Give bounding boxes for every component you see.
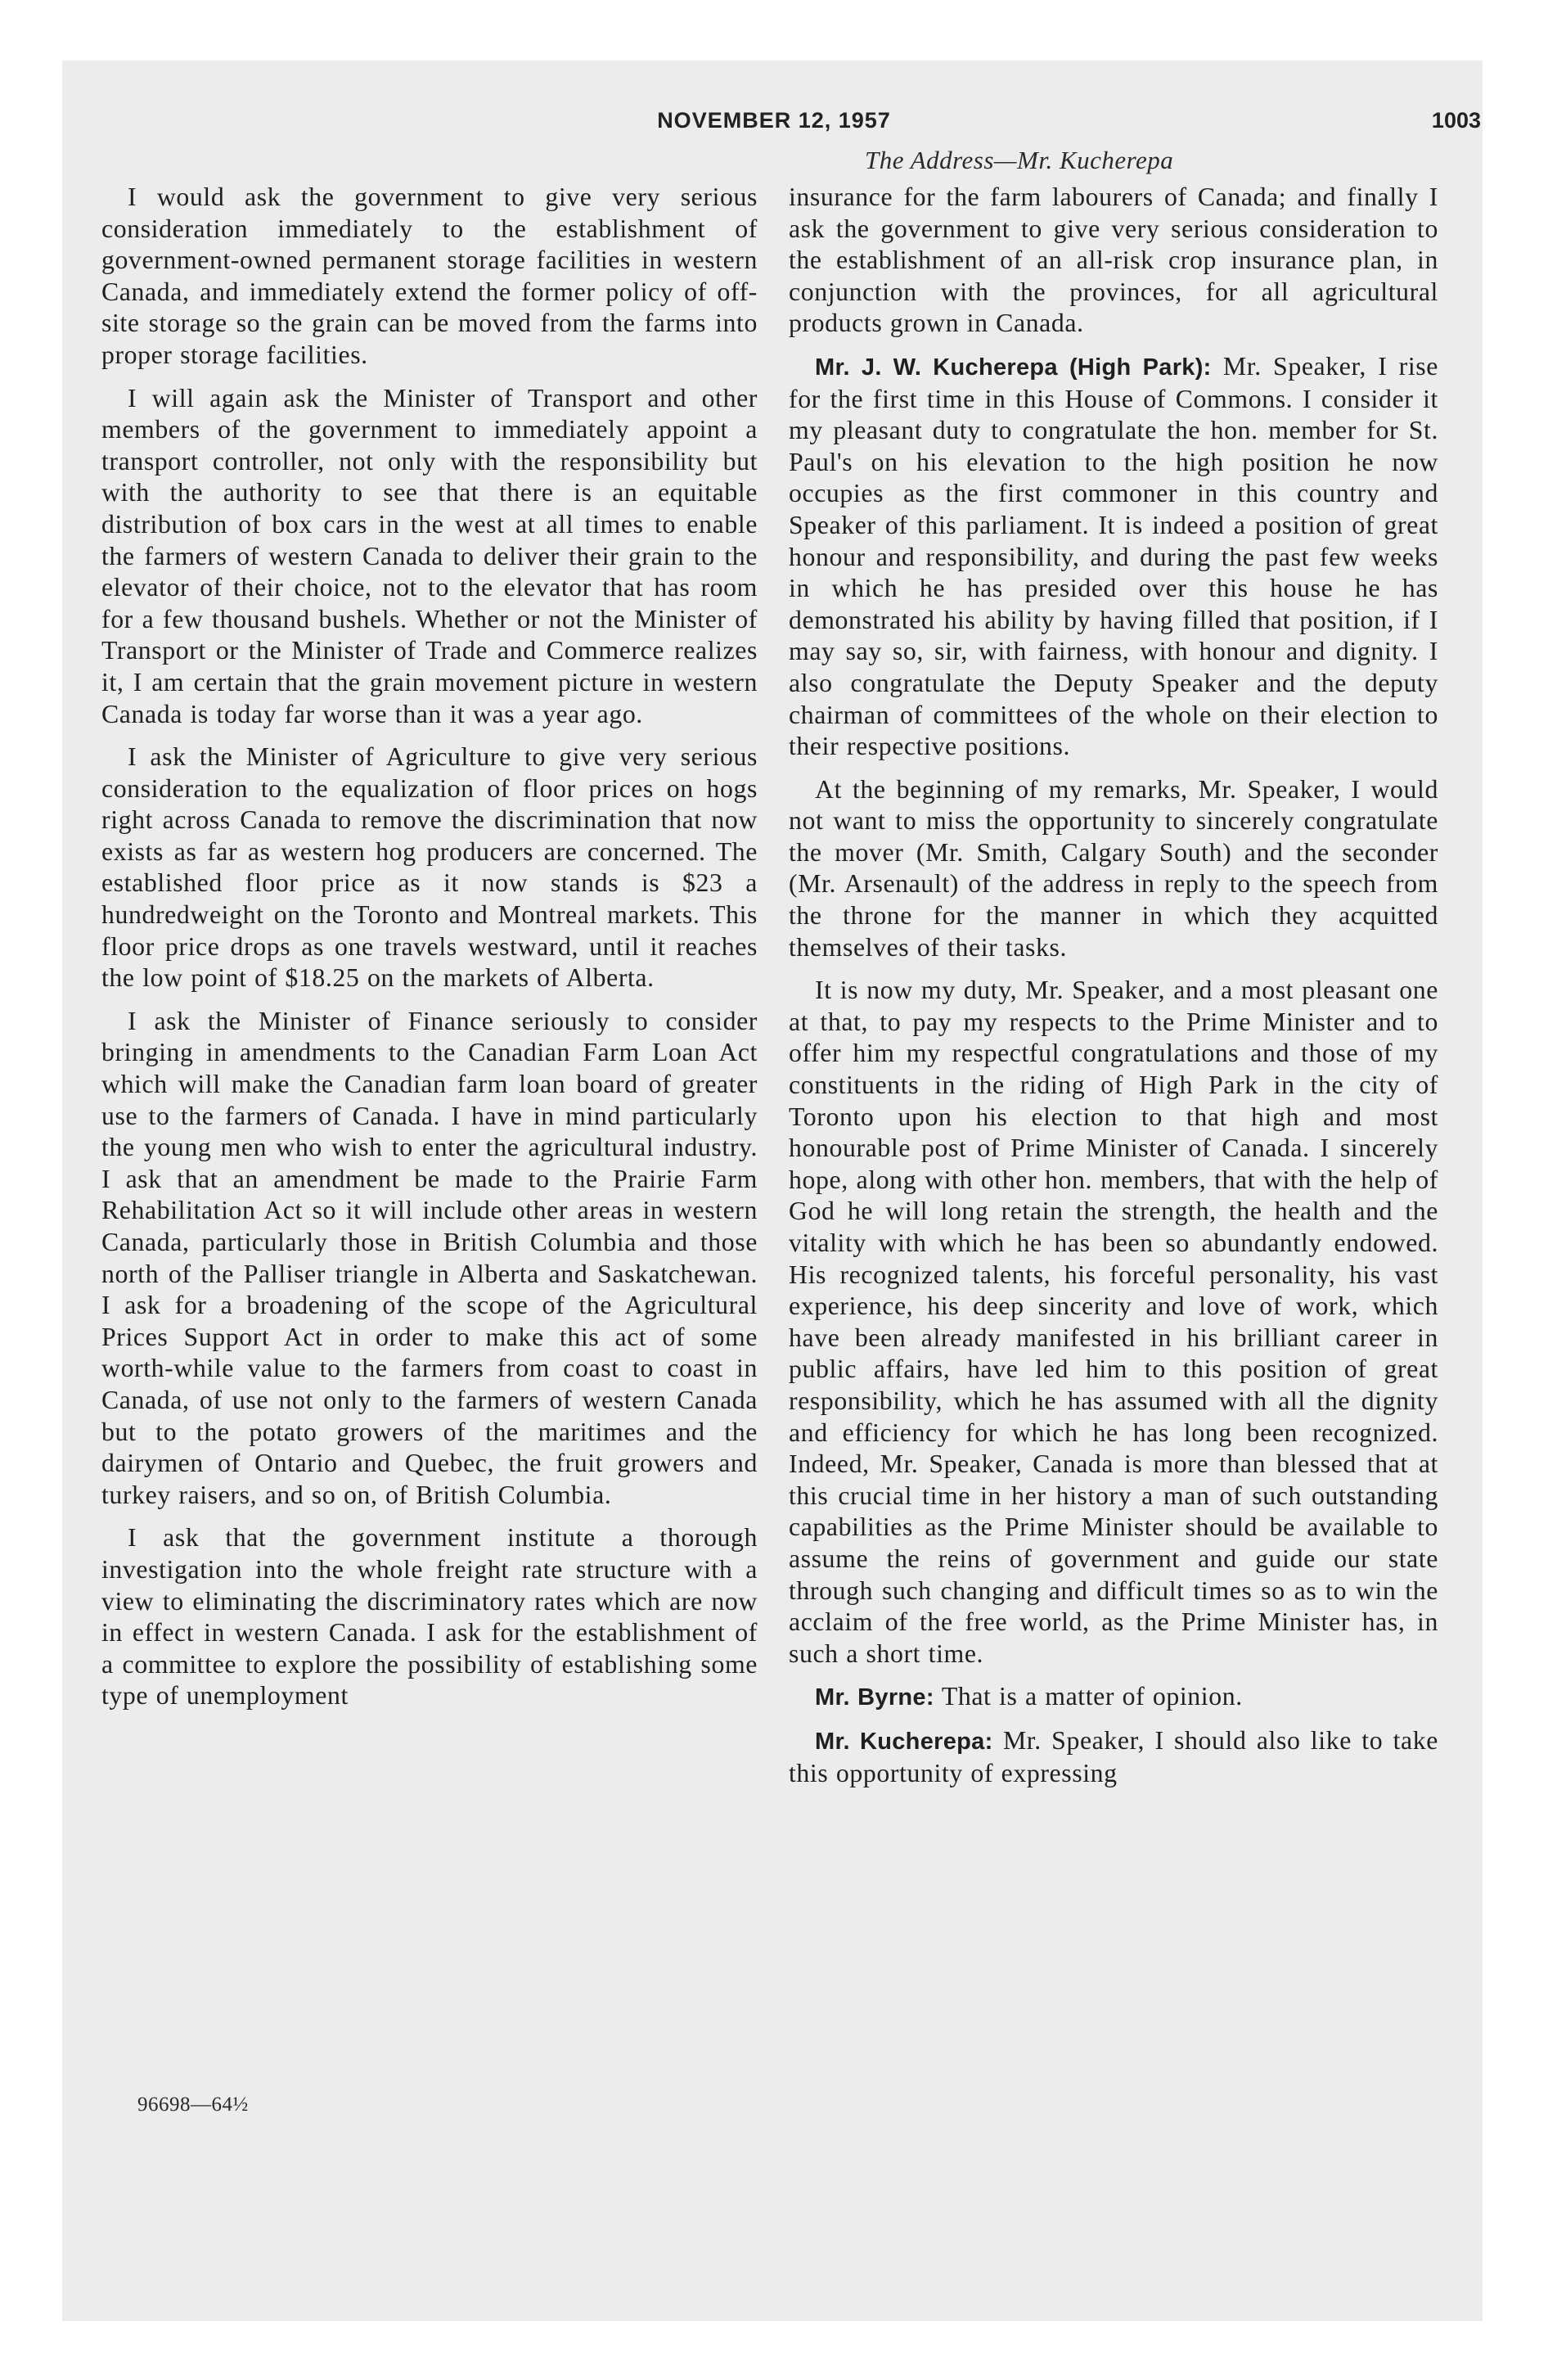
speech-paragraph bbox=[789, 1725, 1438, 1789]
speech-text: Mr. Speaker, I rise for the first time in this House of Commons. I consider it my pleasant duty to congratulate the hon. member for St. Paul's on his elevation to the high position he now occupies as the first commoner in this country and Speaker of this parliament. It is indeed a position of great honour and responsibility, and during the past few weeks in which he has presided over this house he has demonstrated his ability by having filled that position, if I may say so, sir, with fairness, with honour and dignity. I also congratulate the Deputy Speaker and the deputy chairman of committees of the whole on their election to their respective positions. bbox=[789, 351, 1438, 761]
speech-paragraph bbox=[789, 1681, 1438, 1714]
page-date: NOVEMBER 12, 1957 bbox=[657, 108, 891, 133]
speaker-name: Mr. Kucherepa: bbox=[815, 1728, 993, 1755]
paragraph: I would ask the government to give very serious consideration immediately to the establishment of government-owned permanent storage facilities in western Canada, and immediately extend the former policy of off-site storage so the grain can be moved from the farms into proper storage facilities. bbox=[101, 183, 758, 369]
left-column bbox=[101, 182, 758, 1724]
page-header bbox=[0, 108, 1548, 141]
speech-text: That is a matter of opinion. bbox=[941, 1682, 1243, 1711]
paragraph: I ask the Minister of Finance seriously to consider bringing in amendments to the Canadian Farm Loan Act which will make the Canadian farm loan board of greater use to the farmers of Canada. I have in mind particularly the young men who wish to enter the agricultural industry. I ask that an amendment be made to the Prairie Farm Rehabilitation Act so it will include other areas in western Canada, particularly those in British Columbia and those north of the Palliser triangle in Alberta and Saskatchewan. I ask for a broadening of the scope of the Agricultural Prices Support Act in order to make this act of some worth-while value to the farmers from coast to coast in Canada, of use not only to the farmers of western Canada but to the potato growers of the maritimes and the dairymen of Ontario and Quebec, the fruit growers and turkey raisers, and so on, of British Columbia. bbox=[101, 1006, 758, 1509]
speech-text: Mr. Speaker, I should also like to take this opportunity of expressing bbox=[789, 1725, 1438, 1787]
paragraph: It is now my duty, Mr. Speaker, and a most pleasant one at that, to pay my respects to the Prime Minister and to offer him my respectful congratulations and those of my constituents in the riding of High Park in the city of Toronto upon his election to that high and most honourable post of Prime Minister of Canada. I sincerely hope, along with other hon. members, that with the help of God he will long retain the strength, the health and the vitality with which he has been so abundantly endowed. His recognized talents, his forceful personality, his vast experience, his deep sincerity and love of work, which have been already manifested in his brilliant career in public affairs, have led him to this position of great responsibility, which he has assumed with all the dignity and efficiency for which he has long been recognized. Indeed, Mr. Speaker, Canada is more than blessed that at this crucial time in her history a man of such outstanding capabilities as the Prime Minister should be available to assume the reins of government and guide our state through such changing and difficult times so as to win the acclaim of the free world, as the Prime Minister has, in such a short time. bbox=[789, 976, 1438, 1668]
running-title: The Address—Mr. Kucherepa bbox=[865, 146, 1174, 174]
page-number: 1003 bbox=[1431, 108, 1481, 133]
speaker-name: Mr. Byrne: bbox=[815, 1684, 934, 1711]
paragraph: I ask the Minister of Agriculture to give very serious consideration to the equalization of floor prices on hogs right across Canada to remove the discrimination that now exists as far as western hog producers are concerned. The established floor price as it now stands is $23 a hundredweight on the Toronto and Montreal markets. This floor price drops as one travels westward, until it reaches the low point of $18.25 on the markets of Alberta. bbox=[101, 742, 758, 993]
footer-code: 96698—64½ bbox=[137, 2094, 249, 2116]
speech-paragraph bbox=[789, 351, 1438, 763]
right-column bbox=[789, 182, 1438, 1801]
paragraph: I will again ask the Minister of Transport and other members of the government to immediately appoint a transport controller, not only with the responsibility but with the authority to see that there is an equitable distribution of box cars in the west at all times to enable the farmers of western Canada to deliver their grain to the elevator of their choice, not to the elevator that has room for a few thousand bushels. Whether or not the Minister of Transport or the Minister of Trade and Commerce realizes it, I am certain that the grain movement picture in western Canada is today far worse than it was a year ago. bbox=[101, 383, 758, 728]
paragraph: At the beginning of my remarks, Mr. Speaker, I would not want to miss the opportunity to sincerely congratulate the mover (Mr. Smith, Calgary South) and the seconder (Mr. Arsenault) of the address in reply to the speech from the throne for the manner in which they acquitted themselves of their tasks. bbox=[789, 774, 1438, 962]
paragraph: I ask that the government institute a thorough investigation into the whole freight rate structure with a view to eliminating the discriminatory rates which are now in effect in western Canada. I ask for the establishment of a committee to explore the possibility of establishing some type of unemployment bbox=[101, 1523, 758, 1711]
speaker-name: Mr. J. W. Kucherepa (High Park): bbox=[815, 354, 1212, 381]
paragraph-continuation: insurance for the farm labourers of Canada; and finally I ask the government to give very serious consideration to the establishment of an all-risk crop insurance plan, in conjunction with the provinces, for all agricultural products grown in Canada. bbox=[789, 183, 1438, 338]
